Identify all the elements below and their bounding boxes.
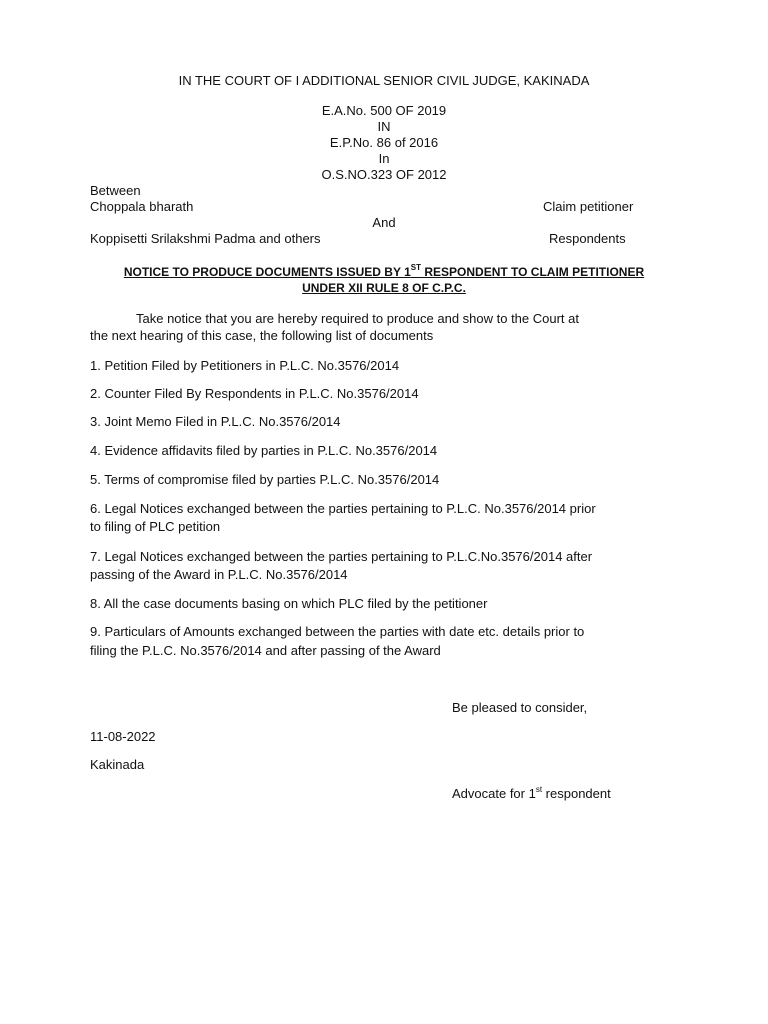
document-item-8: 8. All the case documents basing on which PLC filed by the petitioner (90, 596, 488, 611)
os-number: O.S.NO.323 OF 2012 (321, 167, 447, 182)
signature-line (452, 786, 611, 802)
ep-number: E.P.No. 86 of 2016 (329, 135, 439, 150)
heading-line1-post: RESPONDENT TO CLAIM PETITIONER (421, 265, 645, 279)
notice-heading-line1 (0, 264, 768, 280)
intro-line2: the next hearing of this case, the following list of documents (90, 328, 434, 343)
document-item-6: 6. Legal Notices exchanged between the parties pertaining to P.L.C. No.3576/2014 prior (90, 501, 596, 516)
petitioner-name: Choppala bharath (90, 199, 194, 214)
between-label: Between (90, 183, 141, 198)
date-line: 11-08-2022 (90, 729, 156, 744)
place-line: Kakinada (90, 757, 145, 772)
document-item-7-cont: passing of the Award in P.L.C. No.3576/2014 (90, 567, 348, 582)
document-item-3: 3. Joint Memo Filed in P.L.C. No.3576/2014 (90, 414, 341, 429)
document-item-9-cont: filing the P.L.C. No.3576/2014 and after passing of the Award (90, 643, 441, 658)
in-label-1: IN (377, 119, 391, 134)
and-label: And (372, 215, 396, 230)
signature-pre: Advocate for 1 (452, 786, 536, 801)
respondent-name: Koppisetti Srilakshmi Padma and others (90, 231, 321, 246)
document-item-4: 4. Evidence affidavits filed by parties in P.L.C. No.3576/2014 (90, 443, 438, 458)
document-item-1: 1. Petition Filed by Petitioners in P.L.C. No.3576/2014 (90, 358, 400, 373)
ea-number: E.A.No. 500 OF 2019 (321, 103, 447, 118)
signature-post: respondent (542, 786, 611, 801)
document-item-9: 9. Particulars of Amounts exchanged between the parties with date etc. details prior to (90, 624, 585, 639)
respondent-role: Respondents (549, 231, 626, 246)
document-item-7: 7. Legal Notices exchanged between the parties pertaining to P.L.C.No.3576/2014 after (90, 549, 593, 564)
notice-heading-line2: UNDER XII RULE 8 OF C.P.C. (302, 281, 466, 295)
document-item-2: 2. Counter Filed By Respondents in P.L.C. No.3576/2014 (90, 386, 419, 401)
in-label-2: In (378, 151, 390, 166)
heading-line1-pre: NOTICE TO PRODUCE DOCUMENTS ISSUED BY 1 (123, 265, 411, 279)
court-title: IN THE COURT OF I ADDITIONAL SENIOR CIVIL JUDGE, KAKINADA (178, 73, 590, 88)
consider-line: Be pleased to consider, (452, 700, 588, 715)
signature-sup: st (535, 784, 543, 794)
petitioner-role: Claim petitioner (543, 199, 634, 214)
document-item-5: 5. Terms of compromise filed by parties P.L.C. No.3576/2014 (90, 472, 440, 487)
intro-line1: Take notice that you are hereby required to produce and show to the Court at (136, 311, 579, 326)
document-item-6-cont: to filing of PLC petition (90, 519, 221, 534)
heading-line1-sup: ST (410, 263, 422, 272)
